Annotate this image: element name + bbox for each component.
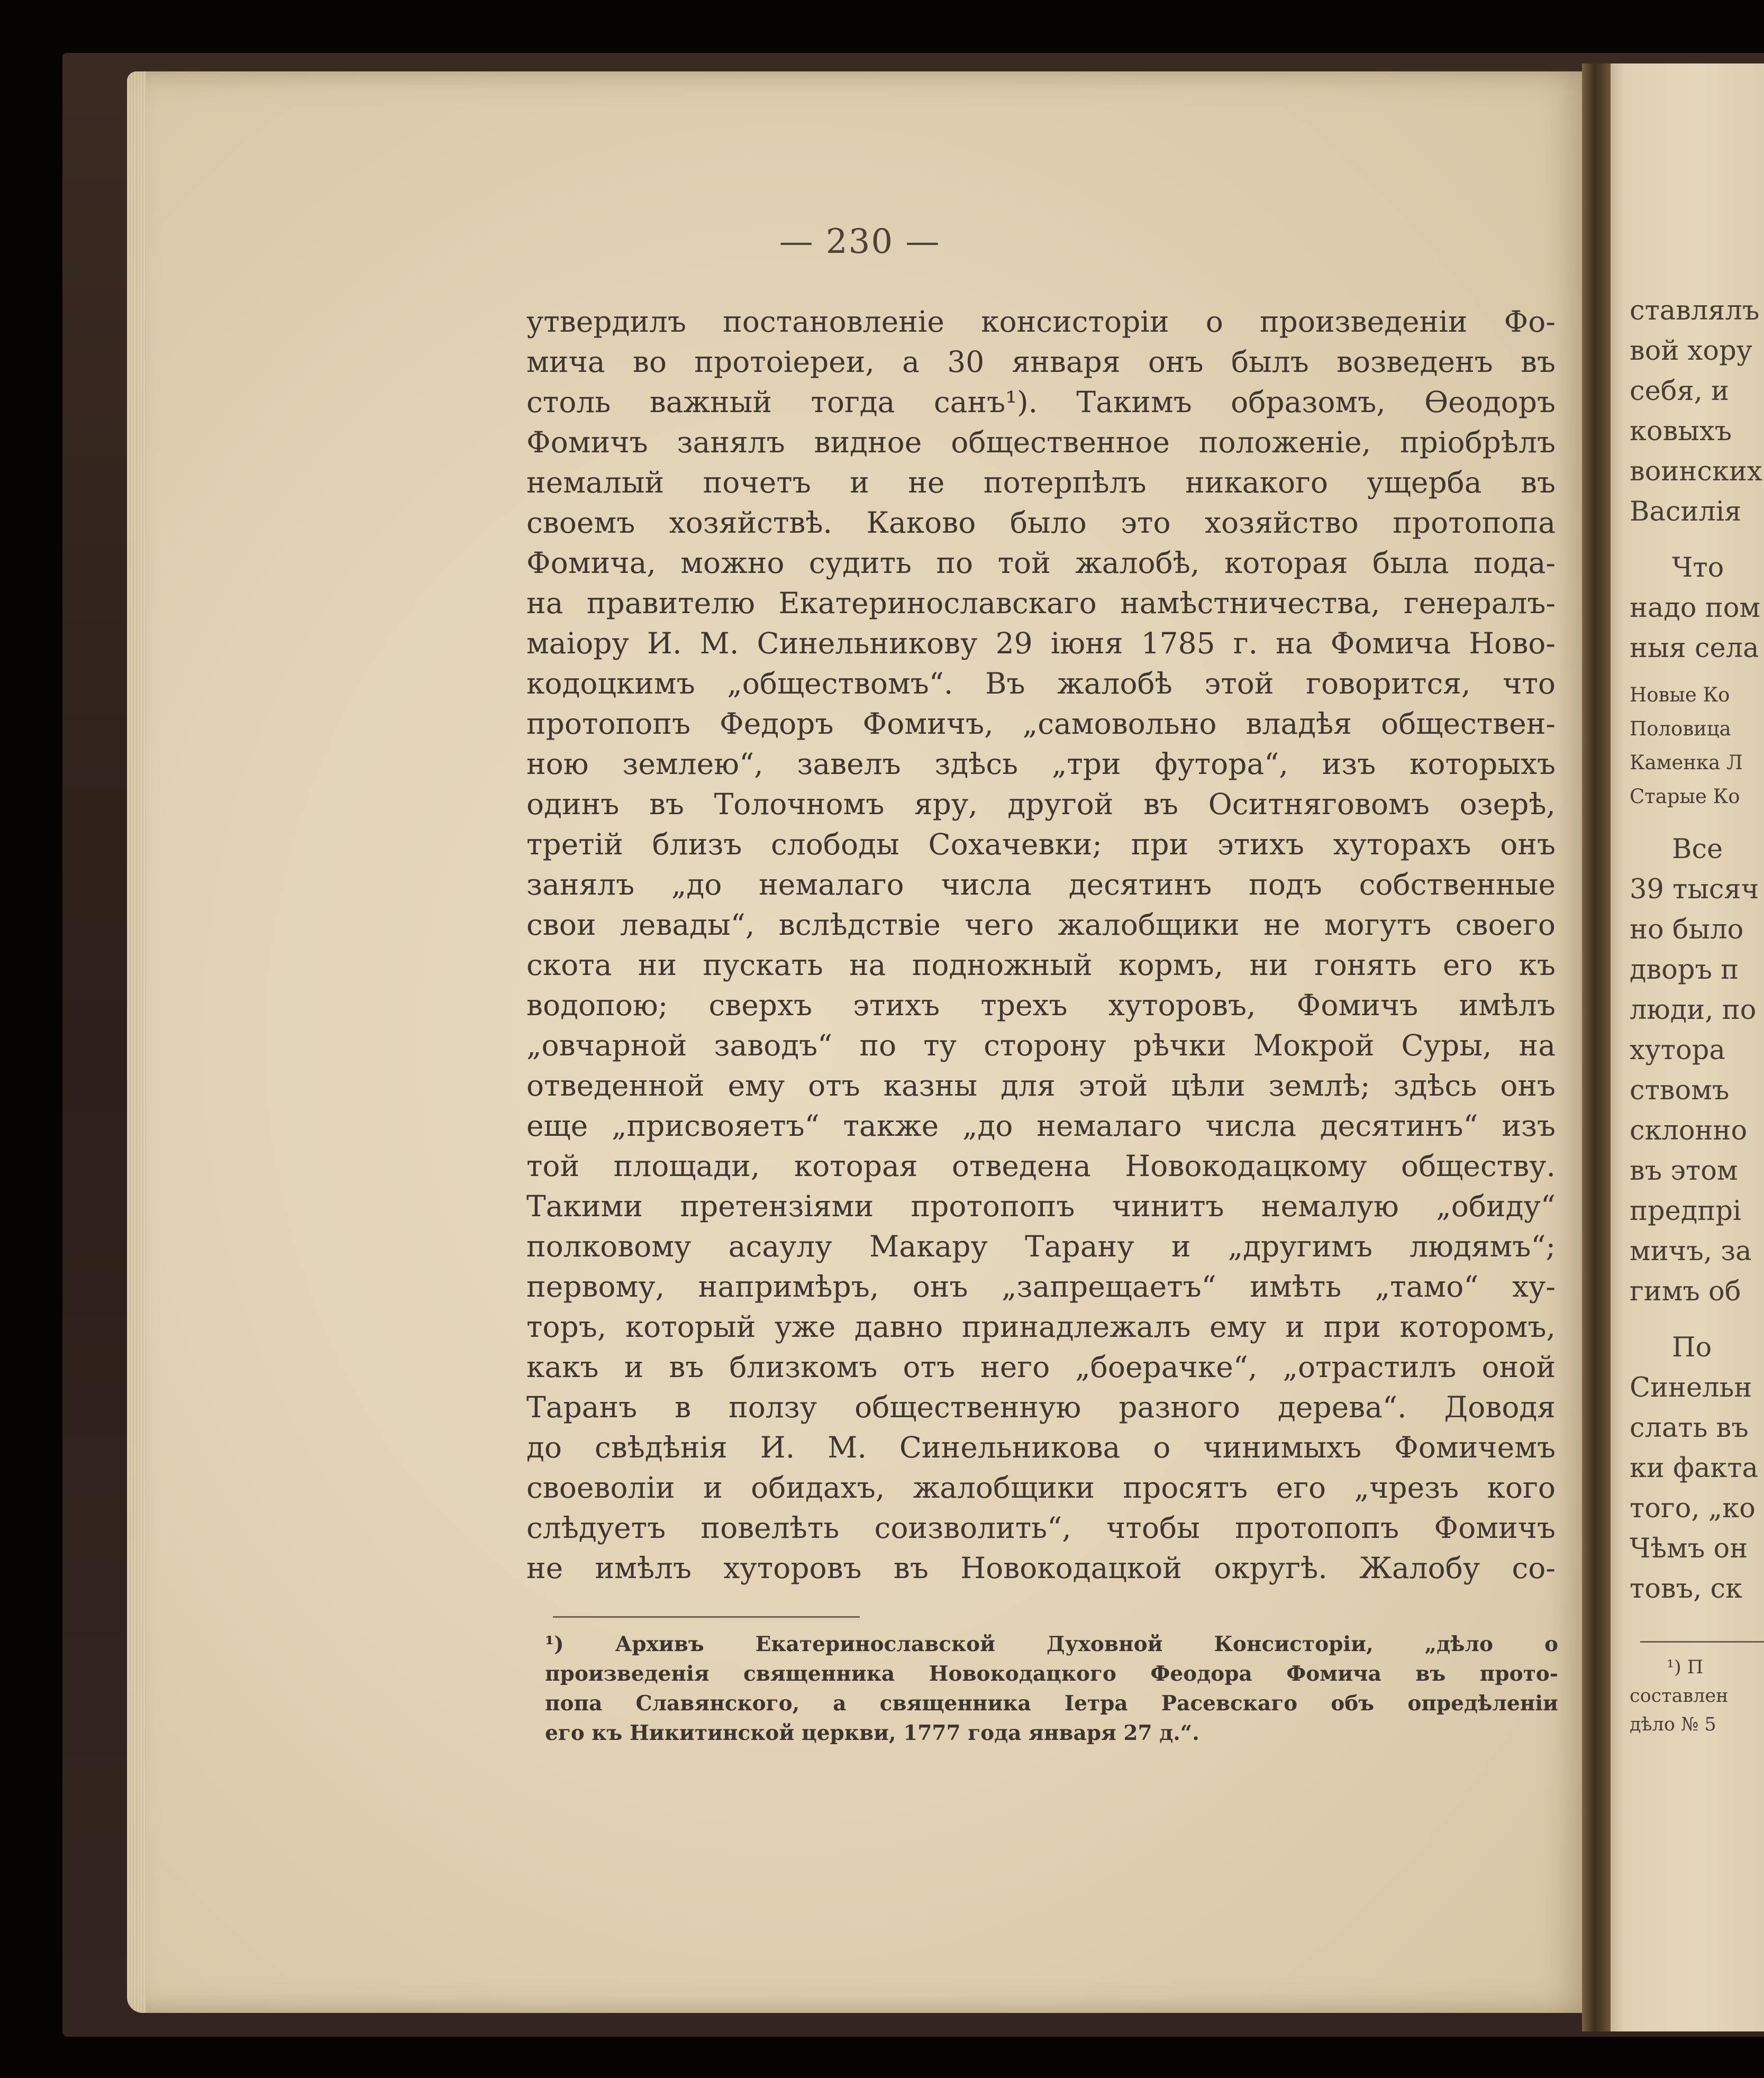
right-page-para3-line: но было: [1630, 914, 1744, 945]
right-page-footnote-line: составлен: [1630, 1685, 1729, 1707]
text-line: водопою; сверхъ этихъ трехъ хуторовъ, Фомичъ имѣлъ: [526, 988, 1556, 1022]
text-line: еще „присвояетъ“ также „до немалаго числа десятинъ“ изъ: [526, 1109, 1556, 1143]
text-line: Таранъ в ползу общественную разного дерева“. Доводя: [526, 1390, 1556, 1424]
text-line: своемъ хозяйствѣ. Каково было это хозяйство протопопа: [526, 506, 1556, 540]
text-line: занялъ „до немалаго числа десятинъ подъ собственные: [526, 868, 1556, 901]
text-line: столь важный тогда санъ¹). Такимъ образомъ, Ѳеодоръ: [526, 385, 1556, 419]
text-line: протопопъ Федоръ Фомичъ, „самовольно владѣя обществен-: [526, 707, 1556, 741]
text-line: отведенной ему отъ казны для этой цѣли землѣ; здѣсь онъ: [526, 1069, 1556, 1102]
text-line: „овчарной заводъ“ по ту сторону рѣчки Мокрой Суры, на: [526, 1028, 1556, 1062]
right-page-para2-line: Что: [1672, 552, 1724, 584]
page-edges: [127, 71, 146, 2013]
right-page-para3-line: дворъ п: [1630, 954, 1739, 986]
text-line: Фомича, можно судить по той жалобѣ, которая была пода-: [526, 546, 1556, 580]
text-line: на правителю Екатеринославскаго намѣстничества, генералъ-: [526, 586, 1556, 620]
text-line: ною землею“, завелъ здѣсь „три футора“, изъ которыхъ: [526, 747, 1556, 781]
text-line: торъ, который уже давно принадлежалъ ему и при которомъ,: [526, 1310, 1556, 1344]
text-line: скота ни пускать на подножный кормъ, ни гонять его къ: [526, 948, 1556, 982]
text-line: кодоцкимъ „обществомъ“. Въ жалобѣ этой говорится, что: [526, 667, 1556, 700]
right-page-para3-line: въ этом: [1630, 1155, 1738, 1187]
footnote-line: ¹) Архивъ Екатеринославской Духовной Консисторіи, „дѣло о: [545, 1632, 1558, 1656]
text-line: своеволіи и обидахъ, жалобщики просятъ его „чрезъ кого: [526, 1471, 1556, 1505]
right-page-lines_top-line: ставлялъ: [1630, 295, 1760, 326]
right-page-lines_top-line: Василія: [1630, 496, 1742, 527]
book-gutter: [1582, 63, 1611, 2031]
right-page-lines_top-line: ковыхъ: [1630, 416, 1732, 447]
footnote-rule: [553, 1616, 860, 1618]
footnote: [545, 1629, 1558, 1748]
text-line: Такими претензіями протопопъ чинитъ немалую „обиду“: [526, 1189, 1556, 1223]
right-page-para3-line: мичъ, за: [1630, 1236, 1752, 1267]
footnote-line: произведенія священника Новокодацкого Феодора Фомича въ прото-: [545, 1662, 1558, 1686]
right-page-footnote-line: дѣло № 5: [1630, 1714, 1716, 1735]
right-page-para3-line: 39 тысяч: [1630, 874, 1759, 905]
text-line: маіору И. М. Синельникову 29 іюня 1785 г. на Фомича Ново-: [526, 626, 1556, 660]
right-page-lines_top-line: вой хору: [1630, 335, 1752, 367]
right-page-para4-line: товъ, ск: [1630, 1573, 1742, 1605]
text-line: утвердилъ постановленіе консисторіи о произведеніи Фо-: [526, 305, 1556, 339]
right-page-para2-line: надо пом: [1630, 593, 1761, 624]
text-line: Фомичъ занялъ видное общественное положеніе, пріобрѣлъ: [526, 425, 1556, 459]
right-page-table-line: Старые Ко: [1630, 785, 1740, 808]
right-page-para4-line: того, „ко: [1630, 1493, 1756, 1524]
right-page-text: [1630, 291, 1764, 1739]
text-line: немалый почетъ и не потерпѣлъ никакого ущерба въ: [526, 466, 1556, 499]
right-page-table-line: Каменка Л: [1630, 751, 1743, 774]
text-line: до свѣдѣнія И. М. Синельникова о чинимыхъ Фомичемъ: [526, 1430, 1556, 1464]
right-page-lines_top-line: себя, и: [1630, 376, 1730, 407]
text-line: какъ и въ близкомъ отъ него „боерачке“, „отрастилъ оной: [526, 1350, 1556, 1384]
right-footnote-rule: [1640, 1641, 1764, 1643]
footnote-line: его къ Никитинской церкви, 1777 года января 27 д.“.: [545, 1721, 1199, 1745]
right-page-para3-line: склонно: [1630, 1115, 1748, 1146]
text-line: не имѣлъ хуторовъ въ Новокодацкой округѣ. Жалобу со-: [526, 1551, 1556, 1585]
right-page-para3-line: гимъ об: [1630, 1276, 1741, 1307]
text-line: первому, напримѣръ, онъ „запрещаетъ“ имѣть „тамо“ ху-: [526, 1270, 1556, 1304]
footnote-line: попа Славянского, а священника Іетра Расевскаго объ опредѣленіи: [545, 1691, 1558, 1716]
right-page: [1593, 63, 1764, 2031]
right-page-para3-line: хутора: [1630, 1035, 1725, 1066]
right-page-para4-line: слать въ: [1630, 1412, 1749, 1444]
right-page-footnote-line: ¹) П: [1667, 1657, 1704, 1678]
right-page-para4-line: По: [1672, 1332, 1712, 1363]
right-page-para3-line: предпрі: [1630, 1196, 1742, 1227]
page-number: — 230 —: [779, 222, 941, 261]
text-line: одинъ въ Толочномъ яру, другой въ Оситняговомъ озерѣ,: [526, 787, 1556, 821]
text-line: свои левады“, вслѣдствіе чего жалобщики не могутъ своего: [526, 908, 1556, 942]
text-line: полковому асаулу Макару Тарану и „другимъ людямъ“;: [526, 1229, 1556, 1263]
right-page-para4-line: Синельн: [1630, 1372, 1752, 1403]
body-text: [526, 302, 1556, 1588]
right-page-table-line: Новые Ко: [1630, 683, 1730, 706]
right-page-para3-line: люди, по: [1630, 995, 1757, 1026]
text-line: той площади, которая отведена Новокодацкому обществу.: [526, 1149, 1556, 1183]
right-page-para3-line: ствомъ: [1630, 1075, 1730, 1106]
right-page-lines_top-line: воинских: [1630, 456, 1762, 487]
text-line: третій близъ слободы Сохачевки; при этихъ хуторахъ онъ: [526, 827, 1556, 861]
right-page-para3-line: Все: [1672, 834, 1723, 865]
text-line: мича во протоіереи, а 30 января онъ былъ возведенъ въ: [526, 345, 1556, 379]
text-line: слѣдуетъ повелѣть соизволить“, чтобы протопопъ Фомичъ: [526, 1511, 1556, 1545]
right-page-para4-line: Чѣмъ он: [1630, 1533, 1748, 1564]
right-page-para4-line: ки факта: [1630, 1453, 1758, 1484]
right-page-para2-line: ныя села: [1630, 633, 1759, 664]
left-page: [127, 71, 1593, 2013]
right-page-table-line: Половица: [1630, 717, 1731, 740]
